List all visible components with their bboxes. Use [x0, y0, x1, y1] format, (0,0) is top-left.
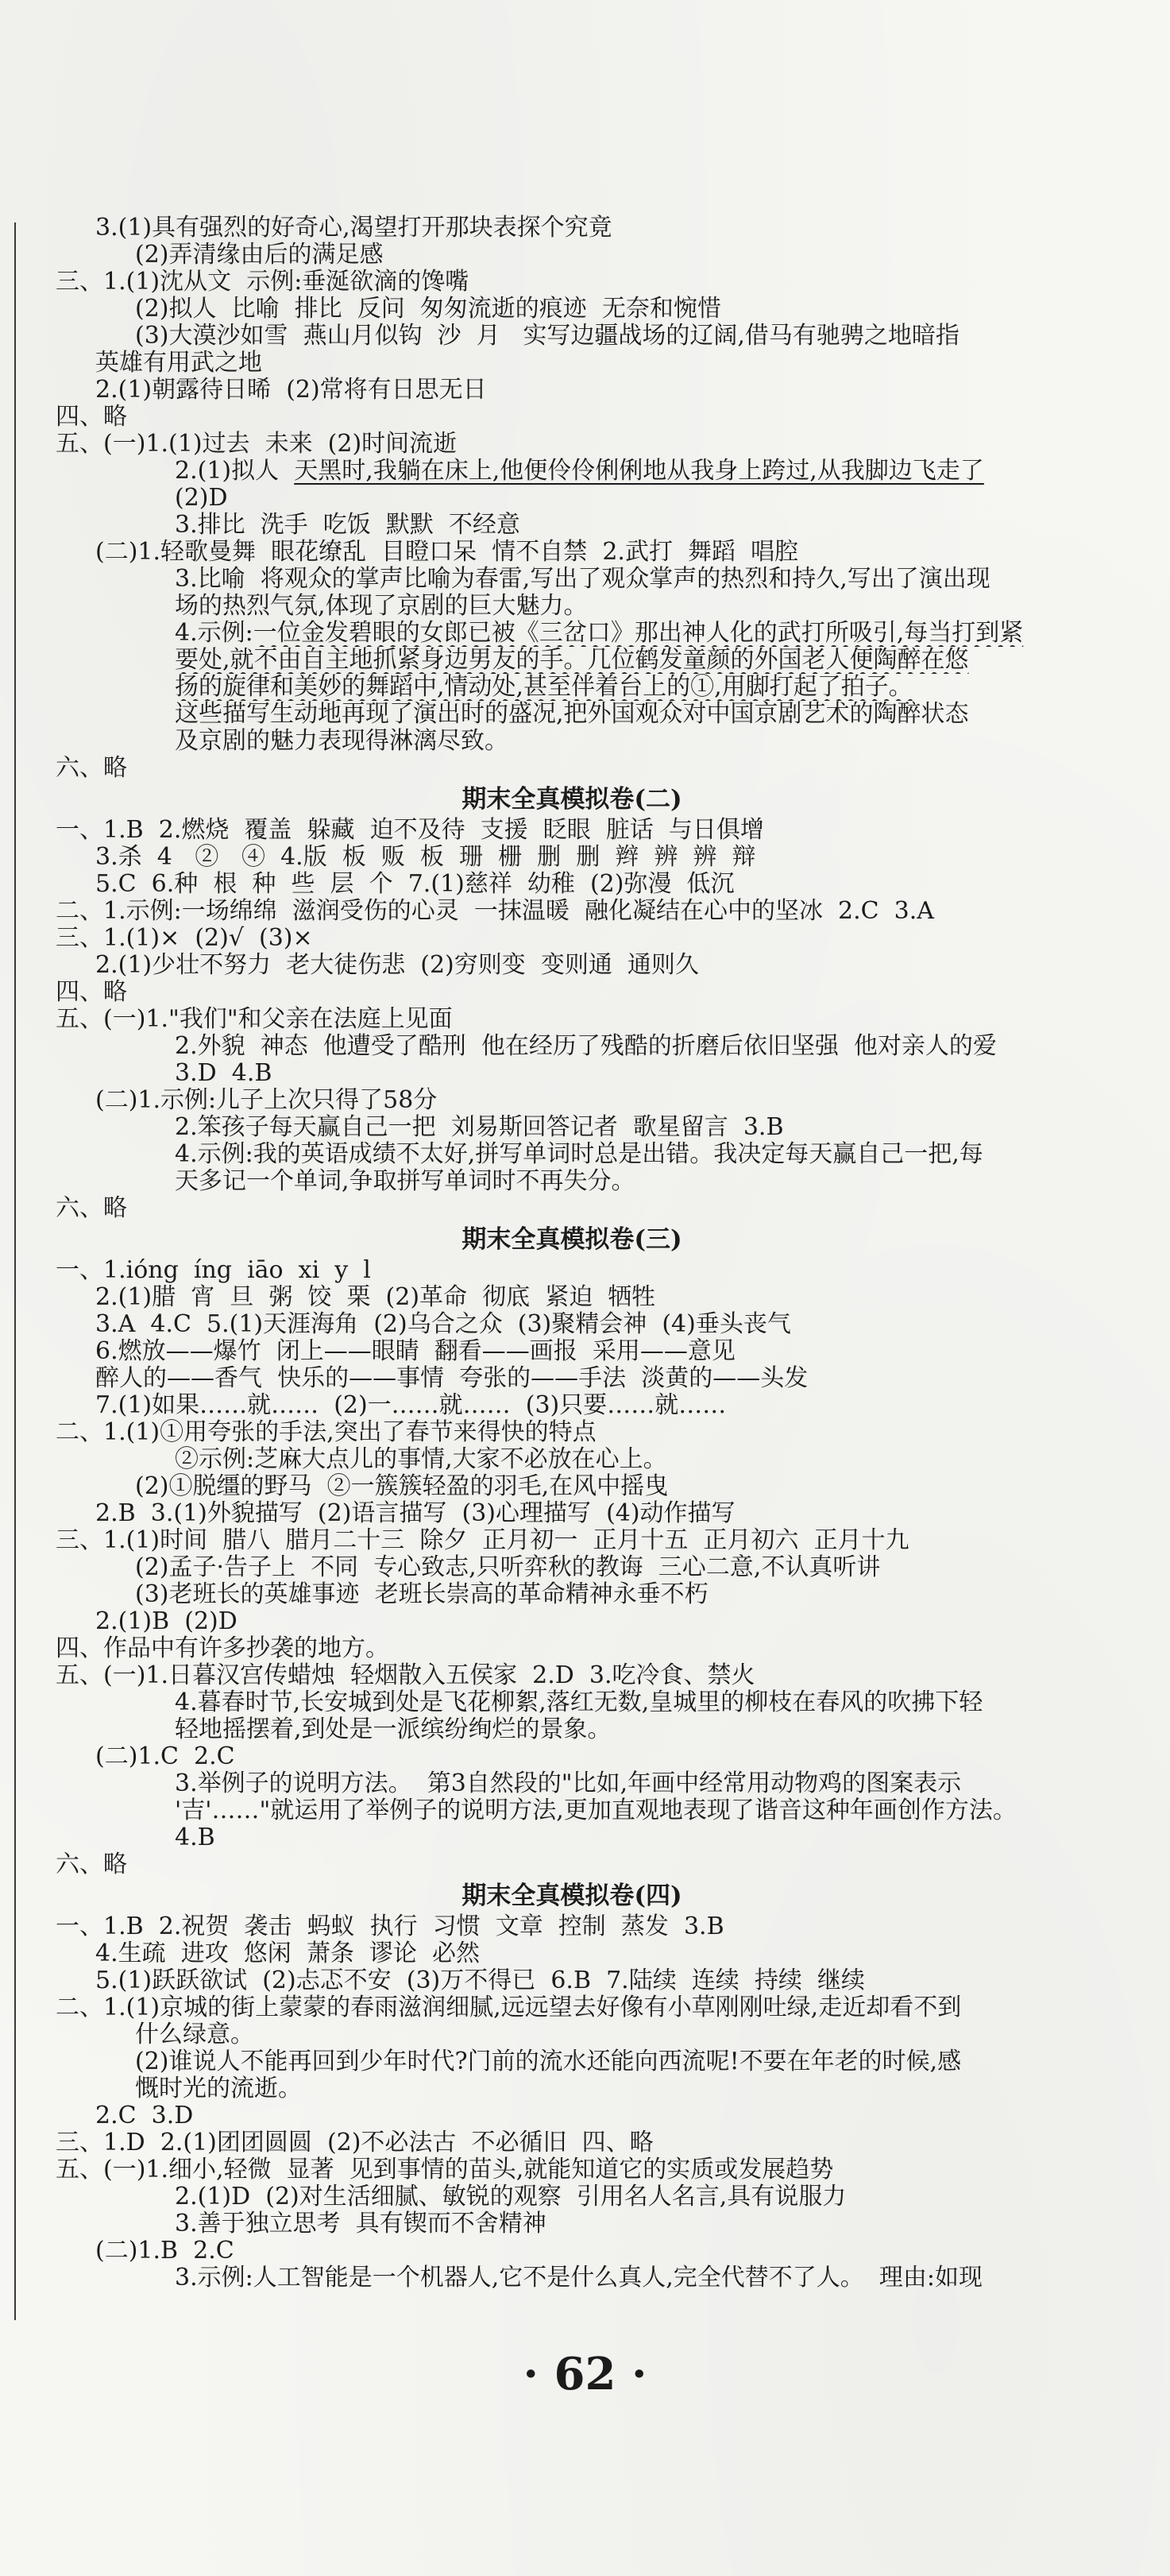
answer-line — [56, 458, 1088, 485]
answer-line — [56, 1365, 1088, 1392]
answer-text: 2.(1)B (2)D — [95, 1608, 237, 1635]
answer-line — [56, 952, 1088, 979]
answer-line — [56, 817, 1088, 844]
answer-text: 期末全真模拟卷(四) — [461, 1882, 682, 1910]
answer-line — [56, 431, 1088, 458]
answer-line — [56, 1311, 1088, 1338]
answer-line — [56, 1770, 1088, 1797]
answer-text: 3.善于独立思考 具有锲而不舍精神 — [175, 2210, 546, 2238]
answer-line — [56, 1141, 1088, 1168]
answer-text: 四、略 — [56, 404, 127, 431]
answer-line — [56, 1168, 1088, 1195]
answer-text: 2.B 3.(1)外貌描写 (2)语言描写 (3)心理描写 (4)动作描写 — [95, 1500, 736, 1527]
answer-line — [56, 1662, 1088, 1689]
answer-text: 场的热烈气氛,体现了京剧的巨大魅力。 — [175, 593, 588, 620]
answer-line — [56, 539, 1088, 566]
answer-text: 4.生疏 进攻 悠闲 萧条 谬论 必然 — [95, 1940, 480, 1967]
page-number: · 62 · — [523, 2348, 647, 2400]
answer-text: 三、1.D 2.(1)团团圆圆 (2)不必法古 不必循旧 四、略 — [56, 2129, 654, 2156]
answer-text: 轻地摇摆着,到处是一派缤纷绚烂的景象。 — [175, 1716, 612, 1743]
answer-text: 2.C 3.D — [95, 2102, 194, 2129]
answer-text: 2.(1)拟人 — [175, 458, 295, 485]
answer-text: 3.(1)具有强烈的好奇心,渴望打开那块表探个究竟 — [95, 215, 612, 242]
answer-line — [56, 404, 1088, 431]
answer-line — [56, 1473, 1088, 1500]
answer-line — [56, 1743, 1088, 1770]
answer-text: 三、1.(1)沈从文 示例:垂涎欲滴的馋嘴 — [56, 269, 469, 296]
answer-text: 2.(1)D (2)对生活细腻、敏锐的观察 引用名人名言,具有说服力 — [175, 2183, 847, 2210]
answer-text: 3.比喻 将观众的掌声比喻为春雷,写出了观众掌声的热烈和持久,写出了演出现 — [175, 566, 990, 593]
answer-line — [56, 1689, 1088, 1716]
answer-line — [56, 2183, 1088, 2210]
answer-text: 4.B — [175, 1824, 215, 1851]
answer-text: ②示例:芝麻大点儿的事情,大家不必放在心上。 — [175, 1446, 667, 1473]
answer-line — [56, 728, 1088, 755]
answer-line — [56, 1635, 1088, 1662]
answer-line — [56, 2156, 1088, 2183]
answer-text: 3.杀 4 ② ④ 4.版 板 贩 板 珊 栅 删 删 辫 辨 辨 辩 — [95, 844, 756, 871]
answer-line — [56, 1554, 1088, 1581]
answer-text: 一、1.ióng íng iāo xi y l — [56, 1257, 371, 1284]
answer-text: 六、略 — [56, 755, 127, 782]
answer-text: 期末全真模拟卷(三) — [461, 1225, 682, 1254]
answer-text: 二、1.示例:一场绵绵 滋润受伤的心灵 一抹温暖 融化凝结在心中的坚冰 2.C 3.A — [56, 898, 934, 925]
answer-text: 2.(1)少壮不努力 老大徒伤悲 (2)穷则变 变则通 通则久 — [95, 952, 699, 979]
answer-text: 3.排比 洗手 吃饭 默默 不经意 — [175, 512, 520, 539]
answer-line — [56, 1446, 1088, 1473]
answer-text: 期末全真模拟卷(二) — [461, 785, 682, 814]
answer-text: 什么绿意。 — [135, 2021, 254, 2048]
answer-text: 四、作品中有许多抄袭的地方。 — [56, 1635, 389, 1662]
answer-line — [56, 1033, 1088, 1060]
answer-line — [56, 350, 1088, 377]
answer-text: 一、1.B 2.燃烧 覆盖 躲藏 迫不及待 支援 眨眼 脏话 与日俱增 — [56, 817, 764, 844]
answer-text: 三、1.(1)× (2)√ (3)× — [56, 925, 313, 952]
answer-line — [56, 215, 1088, 242]
answer-text: 五、(一)1.细小,轻微 显著 见到事情的苗头,就能知道它的实质或发展趋势 — [56, 2156, 834, 2183]
answer-line — [56, 2129, 1088, 2156]
answer-line — [56, 979, 1088, 1006]
answer-line — [56, 1851, 1088, 1878]
underlined-text: 要处,就不由自主地抓紧身边男友的手。几位鹤发童颜的外国老人便陶醉在悠 — [175, 647, 969, 674]
answer-text: 六、略 — [56, 1195, 127, 1222]
answer-line — [56, 2265, 1088, 2292]
answer-text: (2)弄清缘由后的满足感 — [135, 242, 384, 269]
answer-text: (二)1.B 2.C — [95, 2238, 234, 2265]
answer-line — [56, 1967, 1088, 1994]
answer-text: 六、略 — [56, 1851, 127, 1878]
answer-text: (二)1.轻歌曼舞 眼花缭乱 目瞪口呆 情不自禁 2.武打 舞蹈 唱腔 — [95, 539, 799, 566]
answer-line — [56, 620, 1088, 647]
answer-line — [56, 1060, 1088, 1087]
section-title — [56, 1878, 1088, 1913]
answer-line — [56, 2021, 1088, 2048]
answer-line — [56, 647, 1088, 674]
answer-line — [56, 674, 1088, 701]
answer-text: 3.举例子的说明方法。 第3自然段的"比如,年画中经常用动物鸡的图案表示 — [175, 1770, 962, 1797]
answer-text: (2)①脱缰的野马 ②一簇簇轻盈的羽毛,在风中摇曳 — [135, 1473, 669, 1500]
answer-line — [56, 1581, 1088, 1608]
answer-line — [56, 2048, 1088, 2075]
answer-line — [56, 701, 1088, 728]
answer-line — [56, 296, 1088, 323]
answer-line — [56, 1419, 1088, 1446]
answer-text: (2)D — [175, 485, 228, 512]
answer-line — [56, 1500, 1088, 1527]
answer-line — [56, 898, 1088, 925]
answer-text: 2.笨孩子每天赢自己一把 刘易斯回答记者 歌星留言 3.B — [175, 1114, 784, 1141]
answer-text: 五、(一)1.日暮汉宫传蜡烛 轻烟散入五侯家 2.D 3.吃冷食、禁火 — [56, 1662, 755, 1689]
answer-line — [56, 1913, 1088, 1940]
answer-line — [56, 1940, 1088, 1967]
answer-line — [56, 2102, 1088, 2129]
answer-line — [56, 1608, 1088, 1635]
answer-text: 5.(1)跃跃欲试 (2)忐忑不安 (3)万不得已 6.B 7.陆续 连续 持续 继续 — [95, 1967, 865, 1994]
answer-text: 二、1.(1)京城的街上蒙蒙的春雨滋润细腻,远远望去好像有小草刚刚吐绿,走近却看不到 — [56, 1994, 962, 2021]
answer-line — [56, 2210, 1088, 2238]
answer-line — [56, 566, 1088, 593]
underlined-text: 一位金发碧眼的女郎已被《三岔口》那出神人化的武打所吸引,每当打到紧 — [253, 620, 1024, 647]
answer-line — [56, 2075, 1088, 2102]
answer-line — [56, 1824, 1088, 1851]
answer-text: 3.示例:人工智能是一个机器人,它不是什么真人,完全代替不了人。 理由:如现 — [175, 2265, 983, 2292]
answer-text: 及京剧的魅力表现得淋漓尽致。 — [175, 728, 508, 755]
answer-text: 五、(一)1.(1)过去 未来 (2)时间流逝 — [56, 431, 458, 458]
answer-text: 4.示例: — [175, 620, 253, 647]
answer-text: 醉人的——香气 快乐的——事情 夸张的——手法 淡黄的——头发 — [95, 1365, 809, 1392]
answer-line — [56, 1392, 1088, 1419]
answer-text: 四、略 — [56, 979, 127, 1006]
answer-line — [56, 1087, 1088, 1114]
answer-text: 一、1.B 2.祝贺 袭击 蚂蚁 执行 习惯 文章 控制 蒸发 3.B — [56, 1913, 724, 1940]
answer-line — [56, 1114, 1088, 1141]
answer-text: 2.(1)腊 宵 旦 粥 饺 栗 (2)革命 彻底 紧迫 牺牲 — [95, 1284, 656, 1311]
answer-line — [56, 1994, 1088, 2021]
answer-line — [56, 485, 1088, 512]
answer-text: (2)孟子·告子上 不同 专心致志,只听弈秋的教诲 三心二意,不认真听讲 — [135, 1554, 881, 1581]
answer-line — [56, 755, 1088, 782]
answer-text: (2)拟人 比喻 排比 反问 匆匆流逝的痕迹 无奈和惋惜 — [135, 296, 721, 323]
underlined-text: 天黑时,我躺在床上,他便伶伶俐俐地从我身上跨过,从我脚边飞走了 — [294, 458, 984, 485]
answer-text: 7.(1)如果……就…… (2)一……就…… (3)只要……就…… — [95, 1392, 727, 1419]
underlined-text: 扬的旋律和美妙的舞蹈中,情动处,甚至伴着台上的①,用脚打起了拍子。 — [175, 674, 913, 701]
answer-text: '吉'……"就运用了举例子的说明方法,更加直观地表现了谐音这种年画创作方法。 — [175, 1797, 1017, 1824]
answer-text: (二)1.C 2.C — [95, 1743, 235, 1770]
answer-text: 4.暮春时节,长安城到处是飞花柳絮,落红无数,皇城里的柳枝在春风的吹拂下轻 — [175, 1689, 983, 1716]
answer-line — [56, 925, 1088, 952]
answer-line — [56, 323, 1088, 350]
answer-text: 英雄有用武之地 — [95, 350, 262, 377]
answer-text: 二、1.(1)①用夸张的手法,突出了春节来得快的特点 — [56, 1419, 597, 1446]
answer-text: (二)1.示例:儿子上次只得了58分 — [95, 1087, 438, 1114]
answer-line — [56, 512, 1088, 539]
answer-text: 2.外貌 神态 他遭受了酷刑 他在经历了残酷的折磨后依旧坚强 他对亲人的爱 — [175, 1033, 997, 1060]
answer-text: (3)老班长的英雄事迹 老班长崇高的革命精神永垂不朽 — [135, 1581, 709, 1608]
answer-line — [56, 1797, 1088, 1824]
answer-line — [56, 1195, 1088, 1222]
answer-line — [56, 1284, 1088, 1311]
answer-text: (3)大漠沙如雪 燕山月似钩 沙 月 实写边疆战场的辽阔,借马有驰骋之地暗指 — [135, 323, 960, 350]
answer-line — [56, 269, 1088, 296]
answer-line — [56, 1716, 1088, 1743]
answer-line — [56, 1338, 1088, 1365]
answer-text: 慨时光的流逝。 — [135, 2075, 302, 2102]
answer-text: 5.C 6.种 根 种 些 层 个 7.(1)慈祥 幼稚 (2)弥漫 低沉 — [95, 871, 735, 898]
answer-text: 2.(1)朝露待日晞 (2)常将有日思无日 — [95, 377, 487, 404]
answer-line — [56, 242, 1088, 269]
answer-line — [56, 1527, 1088, 1554]
answer-text: 6.燃放——爆竹 闭上——眼睛 翻看——画报 采用——意见 — [95, 1338, 736, 1365]
answer-text: (2)谁说人不能再回到少年时代?门前的流水还能向西流呢!不要在年老的时候,感 — [135, 2048, 962, 2075]
answer-text: 3.A 4.C 5.(1)天涯海角 (2)乌合之众 (3)聚精会神 (4)垂头丧气 — [95, 1311, 791, 1338]
binding-margin-line — [14, 222, 16, 2320]
answer-line — [56, 1006, 1088, 1033]
answer-line — [56, 871, 1088, 898]
answer-text: 3.D 4.B — [175, 1060, 272, 1087]
answer-line — [56, 593, 1088, 620]
answer-text: 这些描写生动地再现了演出时的盛况,把外国观众对中国京剧艺术的陶醉状态 — [175, 701, 969, 728]
section-title — [56, 1222, 1088, 1257]
answer-line — [56, 2238, 1088, 2265]
section-title — [56, 782, 1088, 817]
answer-text: 4.示例:我的英语成绩不太好,拼写单词时总是出错。我决定每天赢自己一把,每 — [175, 1141, 983, 1168]
answer-text: 天多记一个单词,争取拼写单词时不再失分。 — [175, 1168, 635, 1195]
answer-line — [56, 844, 1088, 871]
answer-content — [56, 215, 1088, 2292]
answer-line — [56, 1257, 1088, 1284]
answer-text: 五、(一)1."我们"和父亲在法庭上见面 — [56, 1006, 453, 1033]
answer-text: 三、1.(1)时间 腊八 腊月二十三 除夕 正月初一 正月十五 正月初六 正月十九 — [56, 1527, 909, 1554]
answer-line — [56, 377, 1088, 404]
